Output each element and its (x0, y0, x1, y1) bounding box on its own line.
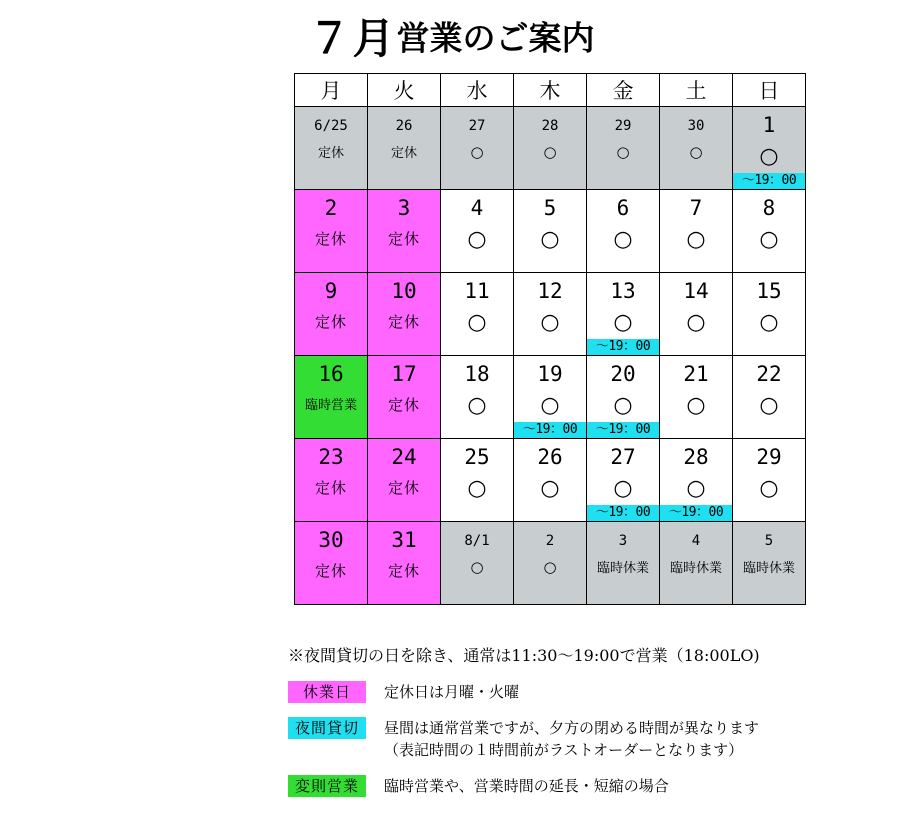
calendar-day-cell[interactable] (733, 190, 806, 273)
legend-chip: 変則営業 (288, 775, 366, 797)
open-mark: ○ (616, 143, 630, 161)
calendar-week-row (295, 273, 806, 356)
weekday-header-mon: 月 (295, 74, 368, 107)
closing-time-badge: ～19：00 (514, 422, 586, 438)
calendar-day-cell[interactable] (441, 522, 514, 605)
day-number: 24 (391, 445, 417, 469)
calendar-day-cell[interactable] (295, 273, 368, 356)
calendar-day-cell[interactable] (660, 273, 733, 356)
legend-row (288, 775, 898, 797)
day-note: 定休 (317, 146, 344, 161)
calendar-day-cell[interactable] (660, 190, 733, 273)
open-mark: ○ (613, 476, 633, 501)
day-number: 4 (470, 196, 484, 220)
day-number: 31 (391, 528, 417, 552)
calendar-day-cell[interactable] (514, 522, 587, 605)
day-note: 臨時休業 (669, 561, 722, 576)
open-mark: ○ (759, 227, 779, 252)
legend-description-line: 定休日は月曜・火曜 (384, 683, 520, 701)
open-mark: ○ (759, 393, 779, 418)
day-number: 6 (616, 196, 630, 220)
day-number: 8/1 (464, 533, 490, 549)
calendar-day-cell[interactable] (660, 107, 733, 190)
day-note: 定休 (314, 562, 347, 580)
open-mark: ○ (759, 476, 779, 501)
calendar-table-wrap (294, 73, 806, 605)
day-number: 27 (468, 118, 486, 134)
day-number: 9 (324, 279, 338, 303)
closing-time-badge: ～19：00 (587, 505, 659, 521)
page-title (0, 0, 903, 66)
note-business-hours: ※夜間貸切の日を除き、通常は11:30～19:00で営業（18:00LO) (288, 646, 760, 665)
day-number: 18 (464, 362, 490, 386)
legend-list (288, 681, 898, 797)
calendar-day-cell[interactable] (368, 273, 441, 356)
day-number: 2 (545, 533, 555, 549)
day-note: 臨時休業 (596, 561, 649, 576)
day-number: 11 (464, 279, 490, 303)
calendar-day-cell[interactable] (660, 439, 733, 522)
calendar-day-cell[interactable] (514, 190, 587, 273)
day-number: 30 (318, 528, 344, 552)
calendar-day-cell[interactable] (587, 273, 660, 356)
calendar-day-cell[interactable] (295, 439, 368, 522)
calendar-day-cell[interactable] (441, 356, 514, 439)
open-mark: ○ (467, 227, 487, 252)
calendar-table (294, 73, 806, 605)
day-note: 定休 (387, 479, 420, 497)
open-mark: ○ (759, 310, 779, 335)
day-number: 8 (762, 196, 776, 220)
open-mark: ○ (540, 476, 560, 501)
day-number: 28 (541, 118, 559, 134)
calendar-day-cell[interactable] (587, 439, 660, 522)
weekday-header-sun: 日 (733, 74, 806, 107)
open-mark: ○ (540, 393, 560, 418)
legend-row (288, 681, 898, 703)
day-note: 臨時休業 (742, 561, 795, 576)
calendar-day-cell[interactable] (660, 356, 733, 439)
calendar-day-cell[interactable] (441, 439, 514, 522)
closing-time-badge: ～19：00 (660, 505, 732, 521)
weekday-header-row (295, 74, 806, 107)
day-number: 28 (683, 445, 709, 469)
calendar-day-cell[interactable] (441, 107, 514, 190)
calendar-day-cell[interactable] (733, 107, 806, 190)
day-number: 2 (324, 196, 338, 220)
open-mark: ○ (613, 310, 633, 335)
legend-description-line: 昼間は通常営業ですが、夕方の閉める時間が異なります (384, 719, 760, 737)
calendar-day-cell[interactable] (733, 439, 806, 522)
day-note: 定休 (390, 146, 417, 161)
day-number: 5 (764, 533, 774, 549)
open-mark: ○ (470, 558, 484, 576)
title-subtitle: 営業のご案内 (396, 18, 595, 58)
open-mark: ○ (613, 227, 633, 252)
legend-row (288, 717, 898, 761)
open-mark: ○ (689, 143, 703, 161)
calendar-day-cell[interactable] (733, 522, 806, 605)
open-mark: ○ (686, 393, 706, 418)
weekday-header-tue: 火 (368, 74, 441, 107)
calendar-day-cell[interactable] (733, 273, 806, 356)
day-number: 20 (610, 362, 636, 386)
calendar-day-cell[interactable] (368, 356, 441, 439)
calendar-day-cell[interactable] (368, 439, 441, 522)
open-mark: ○ (686, 476, 706, 501)
day-number: 26 (537, 445, 563, 469)
calendar-day-cell[interactable] (660, 522, 733, 605)
day-note: 定休 (387, 313, 420, 331)
calendar-week-row (295, 356, 806, 439)
closing-time-badge: ～19：00 (587, 422, 659, 438)
calendar-day-cell[interactable] (587, 107, 660, 190)
day-note: 定休 (387, 396, 420, 414)
calendar-day-cell[interactable] (441, 273, 514, 356)
day-note: 臨時営業 (304, 398, 357, 413)
day-number: 16 (318, 362, 344, 386)
calendar-day-cell[interactable] (368, 522, 441, 605)
open-mark: ○ (686, 227, 706, 252)
day-number: 14 (683, 279, 709, 303)
day-number: 29 (756, 445, 782, 469)
calendar-day-cell[interactable] (295, 190, 368, 273)
title-month: ７月 (308, 14, 397, 63)
open-mark: ○ (686, 310, 706, 335)
day-number: 25 (464, 445, 490, 469)
day-number: 23 (318, 445, 344, 469)
notes-section (288, 645, 898, 797)
closing-time-badge: ～19：00 (587, 339, 659, 355)
day-number: 10 (391, 279, 417, 303)
day-note: 定休 (314, 313, 347, 331)
day-number: 22 (756, 362, 782, 386)
legend-description (366, 775, 669, 797)
day-number: 3 (618, 533, 628, 549)
calendar-week-row (295, 522, 806, 605)
calendar-day-cell[interactable] (441, 190, 514, 273)
calendar-week-row (295, 190, 806, 273)
legend-description (366, 681, 519, 703)
legend-description (366, 717, 759, 761)
day-number: 3 (397, 196, 411, 220)
open-mark: ○ (467, 393, 487, 418)
calendar-day-cell[interactable] (514, 439, 587, 522)
legend-description-line: 臨時営業や、営業時間の延長・短縮の場合 (384, 777, 669, 795)
open-mark: ○ (467, 310, 487, 335)
day-number: 30 (687, 118, 705, 134)
open-mark: ○ (613, 393, 633, 418)
open-mark: ○ (543, 558, 557, 576)
calendar-day-cell[interactable] (368, 190, 441, 273)
weekday-header-fri: 金 (587, 74, 660, 107)
day-number: 26 (395, 118, 413, 134)
legend-chip: 夜間貸切 (288, 717, 366, 739)
day-number: 12 (537, 279, 563, 303)
open-mark: ○ (759, 144, 779, 169)
calendar-day-cell[interactable] (587, 190, 660, 273)
legend-description-line: （表記時間の１時間前がラストオーダーとなります） (384, 741, 744, 759)
day-number: 1 (762, 113, 776, 137)
day-number: 29 (614, 118, 632, 134)
open-mark: ○ (467, 476, 487, 501)
day-number: 21 (683, 362, 709, 386)
day-number: 27 (610, 445, 636, 469)
calendar-day-cell[interactable] (295, 356, 368, 439)
day-number: 6/25 (314, 118, 348, 134)
day-number: 19 (537, 362, 563, 386)
day-number: 4 (691, 533, 701, 549)
calendar-day-cell[interactable] (733, 356, 806, 439)
calendar-day-cell[interactable] (514, 356, 587, 439)
open-mark: ○ (540, 310, 560, 335)
calendar-week-row (295, 107, 806, 190)
legend-chip: 休業日 (288, 681, 366, 703)
open-mark: ○ (470, 143, 484, 161)
day-number: 5 (543, 196, 557, 220)
day-note: 定休 (387, 230, 420, 248)
calendar-day-cell[interactable] (295, 107, 368, 190)
day-number: 13 (610, 279, 636, 303)
calendar-day-cell[interactable] (295, 522, 368, 605)
calendar-day-cell[interactable] (514, 273, 587, 356)
weekday-header-sat: 土 (660, 74, 733, 107)
calendar-day-cell[interactable] (514, 107, 587, 190)
open-mark: ○ (543, 143, 557, 161)
weekday-header-thu: 木 (514, 74, 587, 107)
day-note: 定休 (314, 479, 347, 497)
calendar-body (295, 107, 806, 605)
calendar-day-cell[interactable] (587, 522, 660, 605)
day-note: 定休 (387, 562, 420, 580)
calendar-week-row (295, 439, 806, 522)
closing-time-badge: ～19：00 (733, 173, 805, 189)
day-number: 15 (756, 279, 782, 303)
open-mark: ○ (540, 227, 560, 252)
calendar-day-cell[interactable] (587, 356, 660, 439)
weekday-header-wed: 水 (441, 74, 514, 107)
day-number: 7 (689, 196, 703, 220)
calendar-day-cell[interactable] (368, 107, 441, 190)
day-number: 17 (391, 362, 417, 386)
day-note: 定休 (314, 230, 347, 248)
